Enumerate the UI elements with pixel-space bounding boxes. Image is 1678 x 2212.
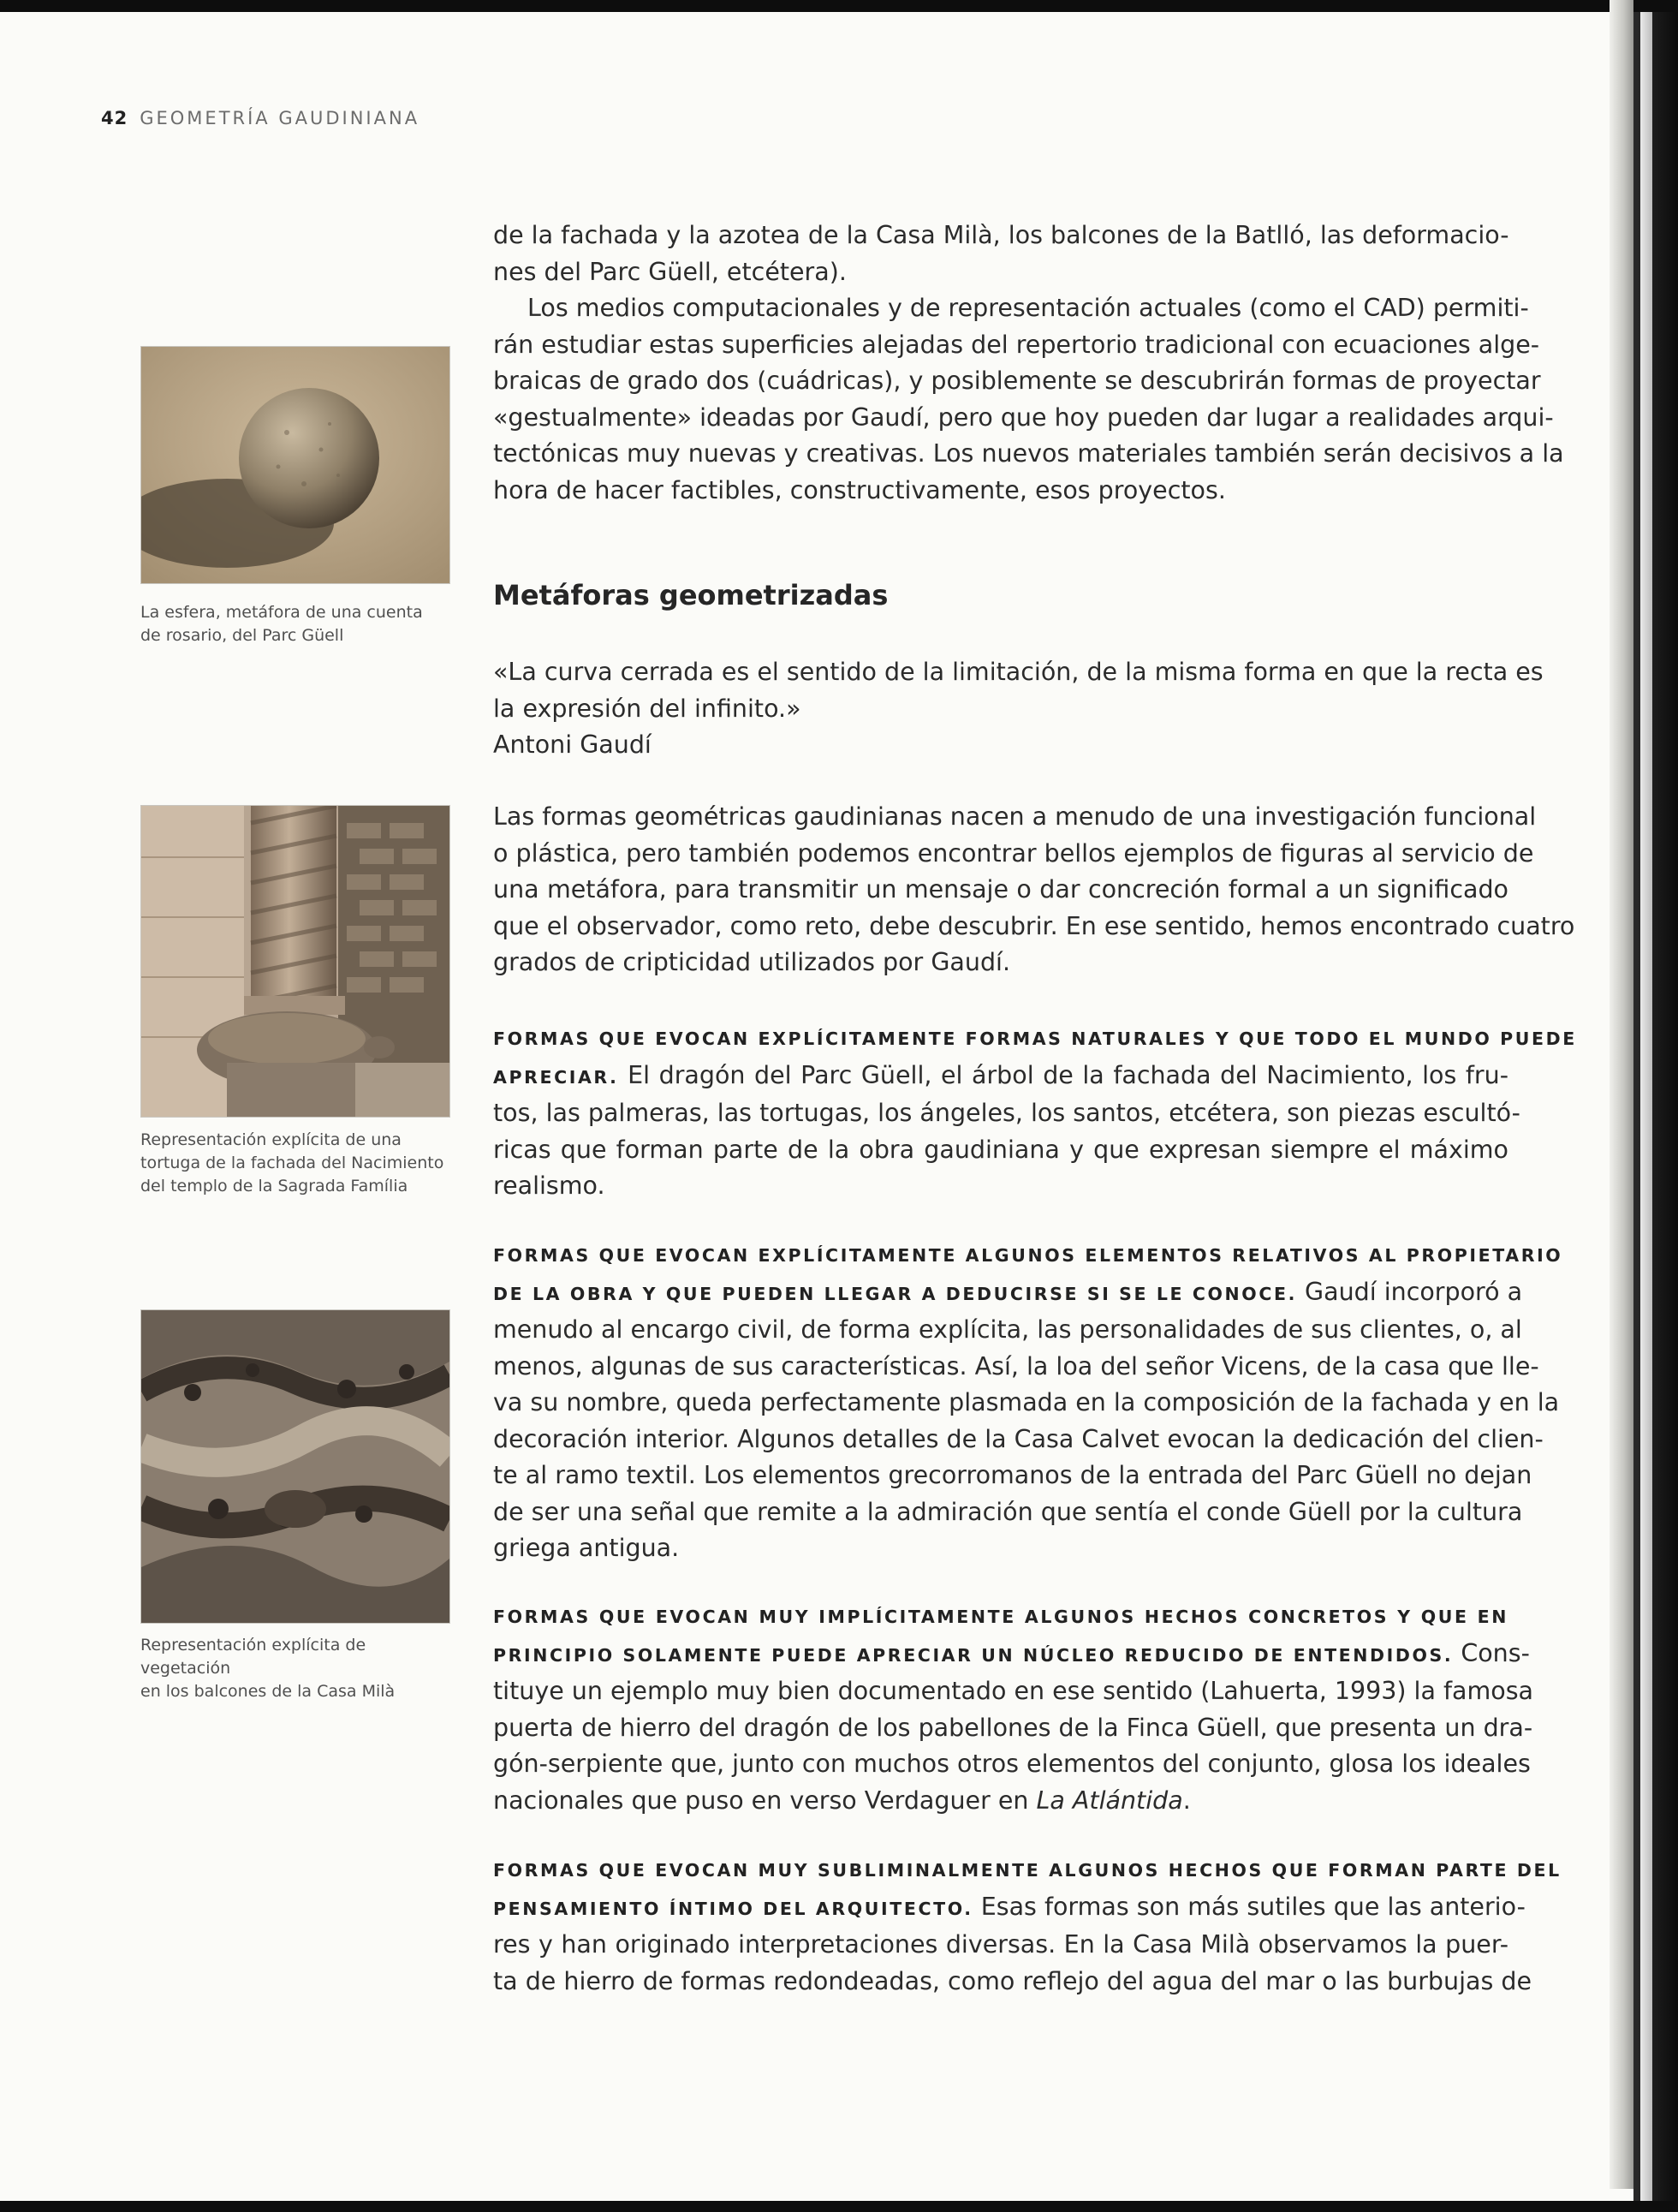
opposite-page-edge (1633, 12, 1678, 2201)
grade-four-paragraph: FORMAS QUE EVOCAN MUY SUBLIMINALMENTE ALGUNOS HECHOS QUE FORMAN PARTE DEL PENSAMIENTO ÍNTIMO DEL ARQUITECTO. Esas formas son más sutiles que las anterio- res y han originado interpretaciones diversas. En la Casa Milà observamos la puer- ta de hierro de formas redondeadas, como reflejo del agua del mar o las burbujas de (493, 1852, 1508, 2000)
main-paragraph: Las formas geométricas gaudinianas nacen a menudo de una investigación funcional o plástica, pero también podemos encontrar bellos ejemplos de figuras al servicio de una metáfora, para transmitir un mensaje o dar concreción formal a un significado que el observador, como reto, debe descubrir. En ese sentido, hemos encontrado cuatro grados de cripticidad utilizados por Gaudí. (493, 802, 1575, 976)
balcony-photo (140, 1309, 450, 1624)
grade-two-kicker: FORMAS QUE EVOCAN EXPLÍCITAMENTE ALGUNOS ELEMENTOS RELATIVOS AL PROPIETARIO (493, 1245, 1563, 1266)
grade-three-paragraph: FORMAS QUE EVOCAN MUY IMPLÍCITAMENTE ALGUNOS HECHOS CONCRETOS Y QUE EN PRINCIPIO SOLAMENTE PUEDE APRECIAR UN NÚCLEO REDUCIDO DE ENTENDIDOS. Cons- tituye un ejemplo muy bien documentado en ese sentido (Lahuerta, 1993) la famosa puerta de hierro del dragón de los pabellones de la Finca Güell, que presenta un dra- gón-serpiente que, junto con muchos otros elementos del conjunto, glosa los ideales nacionales que puso en verso Verdaguer en La Atlántida. (493, 1599, 1508, 1819)
gaudi-quote: «La curva cerrada es el sentido de la limitación, de la misma forma en que la recta es la expresión del infinito.» Antoni Gaudí (493, 654, 1508, 764)
section-heading: Metáforas geometrizadas (493, 579, 889, 611)
page-number: 42 (101, 108, 128, 128)
grade-one-paragraph: FORMAS QUE EVOCAN EXPLÍCITAMENTE FORMAS NATURALES Y QUE TODO EL MUNDO PUEDE APRECIAR. El dragón del Parc Güell, el árbol de la fachada del Nacimiento, los fru- tos, las palmeras, las tortugas, los ángeles, los santos, etcétera, son piezas escultó- ricas que forman parte de la obra gaudiniana y que expresan siempre el máximo realismo. (493, 1021, 1508, 1205)
running-title: GEOMETRÍA GAUDINIANA (140, 108, 420, 128)
grade-three-kicker: FORMAS QUE EVOCAN MUY IMPLÍCITAMENTE ALGUNOS HECHOS CONCRETOS Y QUE EN (493, 1607, 1508, 1627)
tortoise-column-photo (140, 805, 450, 1118)
sphere-photo (140, 346, 450, 584)
running-header (101, 108, 420, 128)
figure-caption-sphere: La esfera, metáfora de una cuenta de rosario, del Parc Güell (140, 603, 423, 645)
grade-four-kicker: FORMAS QUE EVOCAN MUY SUBLIMINALMENTE ALGUNOS HECHOS QUE FORMAN PARTE DEL (493, 1860, 1562, 1881)
figure-caption-tortoise: Representación explícita de una tortuga de la fachada del Nacimiento del templo de la Sagrada Família (140, 1130, 444, 1195)
figure-caption-balcony: Representación explícita de vegetación en los balcones de la Casa Milà (140, 1636, 396, 1701)
grade-two-paragraph: FORMAS QUE EVOCAN EXPLÍCITAMENTE ALGUNOS ELEMENTOS RELATIVOS AL PROPIETARIO DE LA OBRA Y QUE PUEDEN LLEGAR A DEDUCIRSE SI SE LE CONOCE. Gaudí incorporó a menudo al encargo civil, de forma explícita, las personalidades de sus clientes, o, al menos, algunas de sus características. Así, la loa del señor Vicens, de la casa que lle- va su nombre, queda perfectamente plasmada en la composición de la fachada y en la decoración interior. Algunos detalles de la Casa Calvet evocan la dedicación del clien- te al ramo textil. Los elementos grecorromanos de la entrada del Parc Güell no dejan de ser una señal que remite a la admiración que sentía el conde Güell por la cultura griega antigua. (493, 1237, 1508, 1567)
quote-author: Antoni Gaudí (493, 730, 652, 759)
grade-one-kicker: FORMAS QUE EVOCAN EXPLÍCITAMENTE FORMAS NATURALES Y QUE TODO EL MUNDO PUEDE (493, 1028, 1577, 1049)
book-spine-shadow (1610, 0, 1633, 2189)
intro-paragraph: de la fachada y la azotea de la Casa Milà, los balcones de la Batlló, las deformacio- nes del Parc Güell, etcétera). Los medios computacionales y de representación actuales (como el CAD) permiti- rán estudiar estas superficies alejadas del repertorio tradicional con ecuaciones alge- braicas de grado dos (cuádricas), y posiblemente se descubrirán formas de proyectar «gestualmente» ideadas por Gaudí, pero que hoy pueden dar lugar a realidades arqui- tectónicas muy nuevas y creativas. Los nuevos materiales también serán decisivos a la hora de hacer factibles, constructivamente, esos proyectos. (493, 221, 1564, 504)
